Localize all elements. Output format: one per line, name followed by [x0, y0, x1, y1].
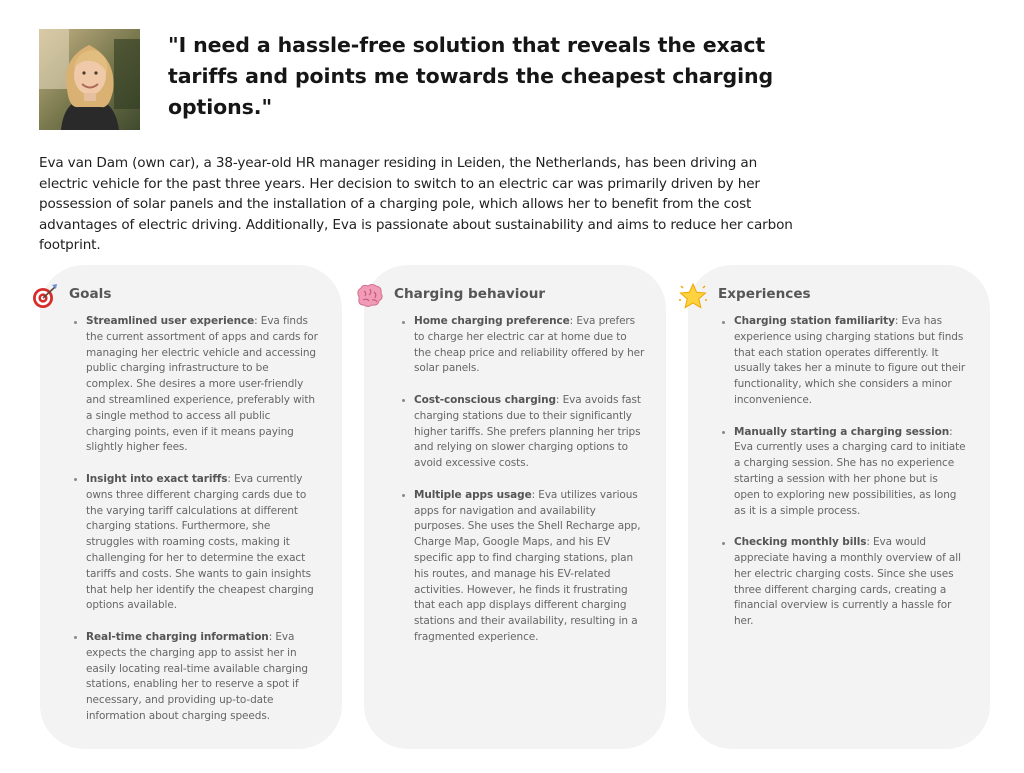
list-item: Home charging preference: Eva prefers to charge her electric car at home due to the cheap price and reliability offered by her solar panels.	[414, 314, 646, 377]
list-item: Checking monthly bills: Eva would appreciate having a monthly overview of all her electric charging costs. Since she uses three different charging cards, creating a financial overview is currently a hassle for her.	[734, 535, 966, 630]
star-icon	[678, 283, 708, 309]
list-item: Real-time charging information: Eva expects the charging app to assist her in easily locating real-time available charging stations, enabling her to reserve a spot if necessary, and providing up-to-date information about charging speeds.	[86, 630, 318, 725]
charging-behaviour-title: Charging behaviour	[394, 286, 546, 302]
charging-behaviour-list	[414, 314, 646, 662]
experiences-list	[734, 314, 966, 646]
list-item: Insight into exact tariffs: Eva currently owns three different charging cards due to the varying tariff calculations at different charging stations. Furthermore, she struggles with roaming costs, making it challenging for her to determine the exact tariffs and costs. She wants to gain insights that help her identify the cheapest charging options available.	[86, 472, 318, 614]
persona-intro: Eva van Dam (own car), a 38-year-old HR manager residing in Leiden, the Netherlands, has been driving an electric vehicle for the past three years. Her decision to switch to an electric car was primarily driven by her possession of solar panels and the installation of a charging pole, which allows her to benefit from the cost advantages of electric driving. Additionally, Eva is passionate about sustainability and aims to reduce her carbon footprint.	[39, 155, 793, 253]
list-item: Manually starting a charging session: Eva currently uses a charging card to initiate a charging session. She has no experience starting a session with her phone but is open to exploring new possibilities, as long as it is a simple process.	[734, 425, 966, 520]
goals-list	[86, 314, 318, 741]
list-item: Streamlined user experience: Eva finds the current assortment of apps and cards for managing her electric vehicle and accessing public charging infrastructure to be complex. She desires a more user-friendly and streamlined experience, preferably with a single method to access all public charging points, even if it means paying slightly higher fees.	[86, 314, 318, 456]
list-item: Charging station familiarity: Eva has experience using charging stations but finds that each station operates differently. It usually takes her a minute to figure out their functionality, which she considers a minor inconvenience.	[734, 314, 966, 409]
brain-icon	[354, 283, 384, 309]
list-item: Cost-conscious charging: Eva avoids fast charging stations due to their significantly higher tariffs. She prefers planning her trips and relying on slower charging options to avoid excessive costs.	[414, 393, 646, 472]
target-icon	[30, 283, 60, 309]
list-item: Multiple apps usage: Eva utilizes various apps for navigation and availability purposes. She uses the Shell Recharge app, Charge Map, Google Maps, and his EV specific app to find charging stations, plan his routes, and manage his EV-related activities. However, he finds it frustrating that each app displays different charging stations and their availability, resulting in a fragmented experience.	[414, 488, 646, 646]
persona-quote: "I need a hassle-free solution that reveals the exact tariffs and points me towards the cheapest charging options."	[168, 33, 774, 119]
persona-photo	[39, 29, 140, 130]
experiences-title: Experiences	[718, 286, 811, 302]
goals-title: Goals	[69, 286, 112, 302]
